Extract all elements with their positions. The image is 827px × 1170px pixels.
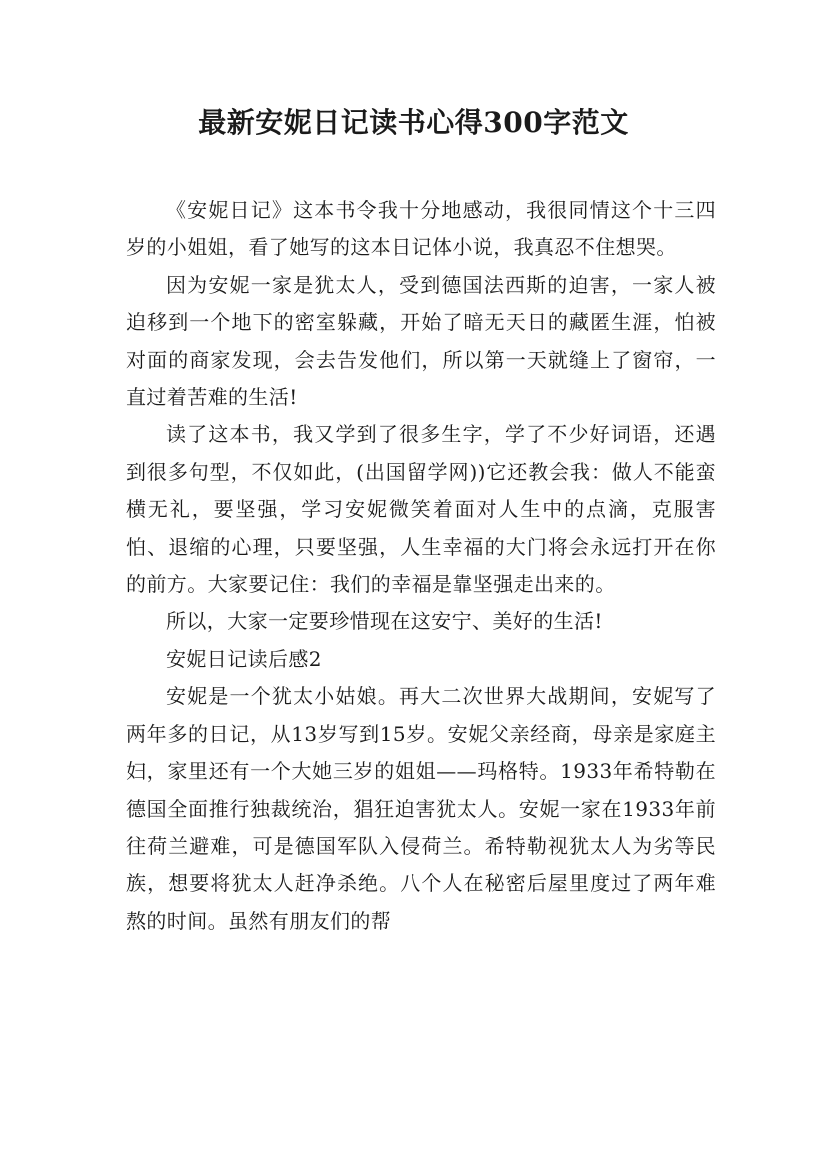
paragraph-4: 所以，大家一定要珍惜现在这安宁、美好的生活! [166,609,603,634]
page-title: 最新安妮日记读书心得300字范文 [198,106,629,139]
paragraph-1: 《安妮日记》这本书令我十分地感动，我很同情这个十三四岁的小姐姐，看了她写的这本日记体小说，我真忍不住想哭。 [126,198,716,260]
document-body [126,192,716,940]
paragraph-5: 安妮是一个犹太小姑娘。再大二次世界大战期间，安妮写了两年多的日记，从13岁写到15岁。安妮父亲经商，母亲是家庭主妇，家里还有一个大她三岁的姐姐——玛格特。1933年希特勒在德国全面推行独裁统治，猖狂迫害犹太人。安妮一家在1933年前往荷兰避难，可是德国军队入侵荷兰。希特勒视犹太人为劣等民族，想要将犹太人赶净杀绝。八个人在秘密后屋里度过了两年难熬的时间。虽然有朋友们的帮 [126,684,716,933]
section-heading: 安妮日记读后感2 [166,646,322,671]
paragraph-3: 读了这本书，我又学到了很多生字，学了不少好词语，还遇到很多句型，不仅如此，(出国留学网))它还教会我：做人不能蛮横无礼，要坚强，学习安妮微笑着面对人生中的点滴，克服害怕、退缩的心理，只要坚强，人生幸福的大门将会永远打开在你的前方。大家要记住：我们的幸福是靠坚强走出来的。 [126,422,716,597]
paragraph-2: 因为安妮一家是犹太人，受到德国法西斯的迫害，一家人被迫移到一个地下的密室躲藏，开始了暗无天日的藏匿生涯，怕被对面的商家发现，会去告发他们，所以第一天就缝上了窗帘，一直过着苦难的生活! [126,272,716,410]
